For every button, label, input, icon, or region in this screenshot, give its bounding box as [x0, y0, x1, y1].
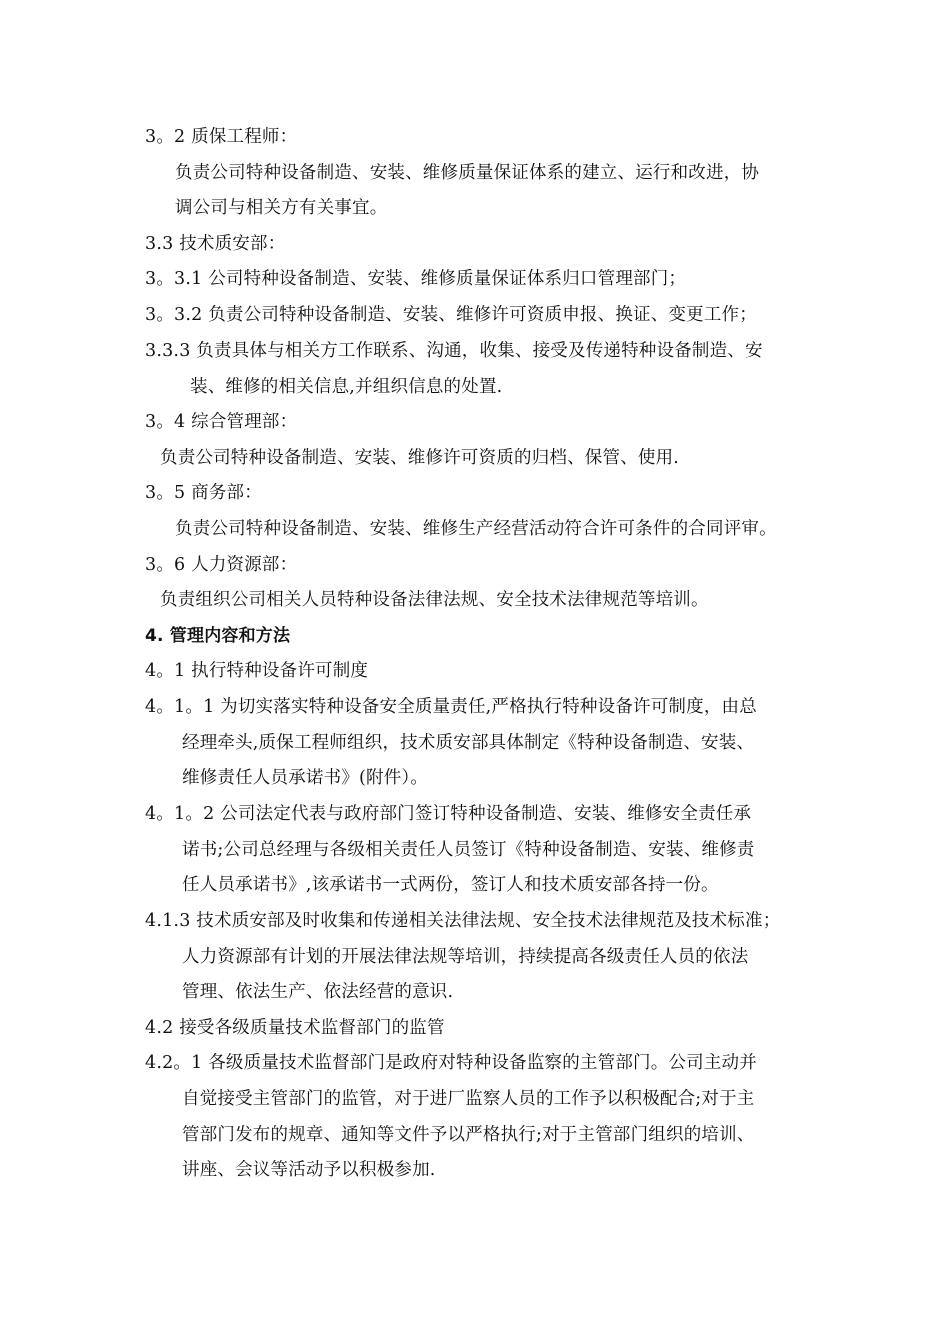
paragraph-line: 3。3.1 公司特种设备制造、安装、维修质量保证体系归口管理部门；	[145, 269, 687, 289]
paragraph-line: 负责公司特种设备制造、安装、维修生产经营活动符合许可条件的合同评审。	[175, 519, 777, 539]
paragraph-line: 人力资源部有计划的开展法律法规等培训，持续提高各级责任人员的依法	[182, 947, 749, 967]
paragraph-line: 负责公司特种设备制造、安装、维修许可资质的归档、保管、使用.	[160, 448, 680, 468]
paragraph-line: 维修责任人员承诺书》(附件）。	[182, 768, 429, 788]
section-heading-3-3: 3.3 技术质安部：	[145, 234, 286, 254]
paragraph-line: 自觉接受主管部门的监管，对于进厂监察人员的工作予以积极配合;对于主	[182, 1089, 755, 1109]
section-heading-3-2: 3。2 质保工程师：	[145, 127, 298, 147]
paragraph-line: 诺书;公司总经理与各级相关责任人员签订《特种设备制造、安装、维修责	[182, 840, 755, 860]
paragraph-line: 3。3.2 负责公司特种设备制造、安装、维修许可资质申报、换证、变更工作；	[145, 305, 757, 325]
paragraph-line: 调公司与相关方有关事宜。	[175, 198, 388, 218]
paragraph-line: 4。1。1 为切实落实特种设备安全质量责任,严格执行特种设备许可制度，由总	[145, 697, 757, 717]
section-heading-4-1: 4。1 执行特种设备许可制度	[145, 661, 369, 681]
section-heading-4-2: 4.2 接受各级质量技术监督部门的监管	[145, 1018, 445, 1038]
section-heading-3-6: 3。6 人力资源部：	[145, 555, 298, 575]
paragraph-line: 3.3.3 负责具体与相关方工作联系、沟通，收集、接受及传递特种设备制造、安	[145, 341, 763, 361]
paragraph-line: 负责公司特种设备制造、安装、维修质量保证体系的建立、运行和改进，协	[175, 163, 760, 183]
paragraph-line: 讲座、会议等活动予以积极参加.	[182, 1160, 436, 1180]
paragraph-line: 任人员承诺书》,该承诺书一式两份，签订人和技术质安部各持一份。	[182, 875, 719, 895]
paragraph-line: 装、维修的相关信息,并组织信息的处置.	[190, 377, 503, 397]
section-heading-3-4: 3。4 综合管理部：	[145, 412, 298, 432]
section-heading-3-5: 3。5 商务部：	[145, 483, 262, 503]
section-heading-4: 4. 管理内容和方法	[145, 626, 291, 646]
paragraph-line: 管部门发布的规章、通知等文件予以严格执行;对于主管部门组织的培训、	[182, 1125, 755, 1145]
paragraph-line: 管理、依法生产、依法经营的意识.	[182, 982, 454, 1002]
paragraph-line: 4.2。1 各级质量技术监督部门是政府对特种设备监察的主管部门。公司主动并	[145, 1053, 757, 1073]
paragraph-line: 负责组织公司相关人员特种设备法律法规、安全技术法律规范等培训。	[160, 590, 709, 610]
paragraph-line: 经理牵头,质保工程师组织，技术质安部具体制定《特种设备制造、安装、	[182, 733, 755, 753]
paragraph-line: 4。1。2 公司法定代表与政府部门签订特种设备制造、安装、维修安全责任承	[145, 804, 752, 824]
paragraph-line: 4.1.3 技术质安部及时收集和传递相关法律法规、安全技术法律规范及技术标准；	[145, 911, 781, 931]
